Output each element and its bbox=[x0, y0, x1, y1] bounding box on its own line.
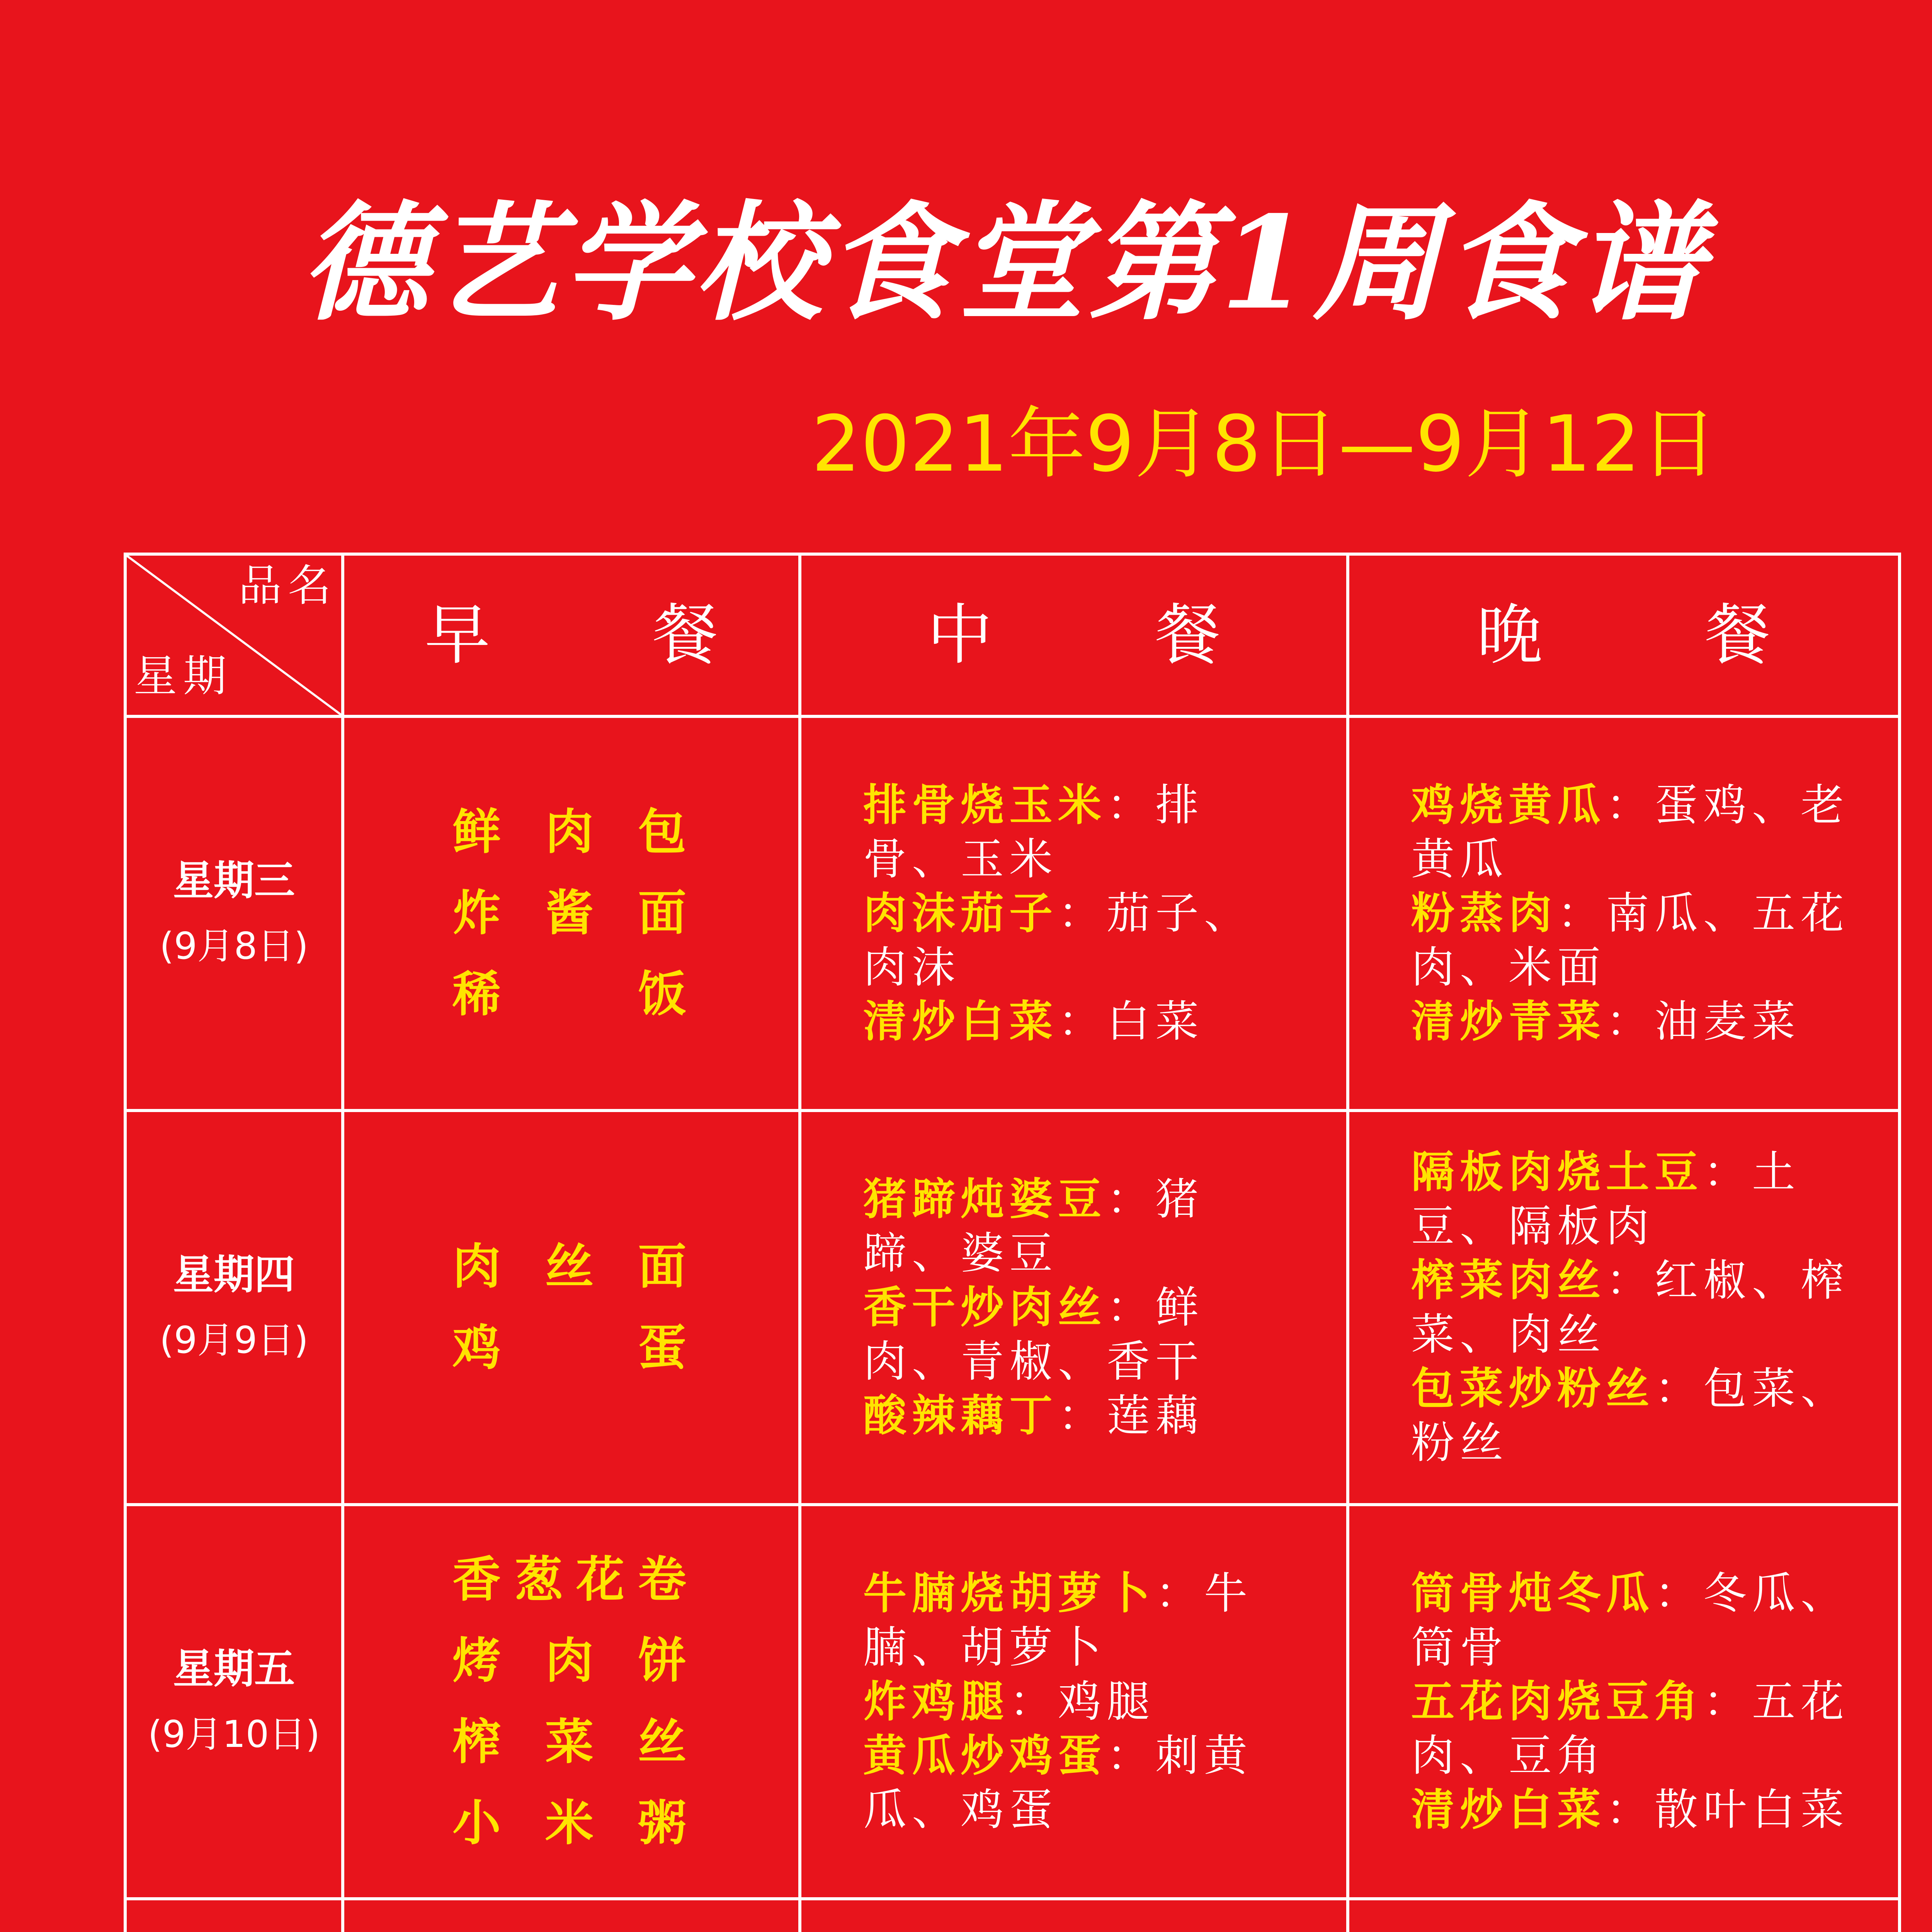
dish-name: 隔板肉烧土豆 bbox=[1411, 1147, 1703, 1197]
breakfast-char: 包 bbox=[638, 804, 686, 860]
dish-entry bbox=[863, 778, 1300, 886]
breakfast-char: 稀 bbox=[452, 966, 501, 1022]
dish-name: 粉蒸肉 bbox=[1411, 888, 1557, 939]
breakfast-list bbox=[344, 1226, 798, 1389]
breakfast-char: 榨 bbox=[452, 1714, 501, 1770]
lunch-list bbox=[801, 1172, 1346, 1443]
dinner-list bbox=[1349, 1566, 1898, 1837]
dish-entry bbox=[863, 1172, 1300, 1281]
dish-name: 香干炒肉丝 bbox=[863, 1282, 1107, 1333]
dish-ingredients: ：排骨、玉米 bbox=[863, 780, 1204, 884]
lunch-list bbox=[801, 778, 1346, 1049]
dish-ingredients: ：蛋鸡、老黄瓜 bbox=[1411, 780, 1849, 884]
breakfast-char: 蛋 bbox=[638, 1320, 686, 1376]
dish-entry bbox=[863, 1729, 1300, 1837]
breakfast-char: 肉 bbox=[545, 804, 594, 860]
lunch-cell bbox=[800, 1505, 1348, 1899]
dinner-cell bbox=[1348, 716, 1900, 1111]
breakfast-char: 面 bbox=[638, 1239, 686, 1295]
dish-ingredients: ：鸡腿 bbox=[1009, 1677, 1155, 1727]
breakfast-char: 米 bbox=[545, 1795, 594, 1851]
breakfast-char: 鲜 bbox=[452, 804, 501, 860]
dish-name: 猪蹄炖婆豆 bbox=[863, 1174, 1107, 1225]
dish-name: 包菜炒粉丝 bbox=[1411, 1364, 1655, 1414]
day-date: (9月9日) bbox=[159, 1319, 308, 1362]
day-date: (9月10日) bbox=[148, 1713, 320, 1756]
breakfast-item bbox=[452, 1621, 686, 1702]
header-lunch bbox=[800, 554, 1348, 716]
corner-header-cell bbox=[125, 554, 343, 716]
breakfast-char: 香 bbox=[452, 1552, 501, 1608]
dish-ingredients: ：土豆、隔板肉 bbox=[1411, 1147, 1801, 1252]
breakfast-char: 菜 bbox=[545, 1714, 594, 1770]
dish-entry bbox=[863, 995, 1300, 1049]
dish-entry bbox=[863, 1675, 1300, 1729]
breakfast-list bbox=[344, 1539, 798, 1864]
dish-entry bbox=[863, 1389, 1300, 1443]
page-title: 德艺学校食堂第1周食谱 bbox=[301, 188, 1707, 338]
day-cell bbox=[125, 1899, 343, 1932]
lunch-cell bbox=[800, 1111, 1348, 1505]
dish-ingredients: ：猪蹄、婆豆 bbox=[863, 1174, 1204, 1279]
header-breakfast-char: 餐 bbox=[652, 597, 718, 673]
day-name: 星期四 bbox=[173, 1251, 295, 1298]
breakfast-char: 烤 bbox=[452, 1633, 501, 1689]
breakfast-char: 小 bbox=[452, 1795, 501, 1851]
dish-entry bbox=[1411, 1253, 1852, 1362]
dinner-cell bbox=[1348, 1899, 1900, 1932]
dinner-cell bbox=[1348, 1505, 1900, 1899]
menu-table bbox=[124, 553, 1901, 1932]
day-row bbox=[125, 1505, 1900, 1899]
breakfast-char: 肉 bbox=[452, 1239, 501, 1295]
header-dinner-char: 餐 bbox=[1705, 597, 1771, 673]
day-cell bbox=[125, 716, 343, 1111]
dish-entry bbox=[1411, 1145, 1852, 1253]
dish-name: 排骨烧玉米 bbox=[863, 780, 1107, 830]
corner-label-day: 星期 bbox=[134, 651, 233, 701]
dish-ingredients: ：红椒、榨菜、肉丝 bbox=[1411, 1255, 1849, 1360]
date-range: 2021年9月8日—9月12日 bbox=[811, 399, 1718, 489]
day-date: (9月8日) bbox=[159, 925, 308, 968]
dish-entry bbox=[863, 886, 1300, 995]
dish-ingredients: ：包菜、粉丝 bbox=[1411, 1364, 1849, 1468]
dish-ingredients: ：散叶白菜 bbox=[1606, 1785, 1849, 1835]
dish-ingredients: ：白菜 bbox=[1058, 997, 1204, 1047]
breakfast-char: 炸 bbox=[452, 885, 501, 941]
lunch-cell bbox=[800, 1899, 1348, 1932]
lunch-list bbox=[801, 1566, 1346, 1837]
dish-name: 炸鸡腿 bbox=[863, 1677, 1009, 1727]
dish-name: 鸡烧黄瓜 bbox=[1411, 780, 1606, 830]
dish-ingredients: ：油麦菜 bbox=[1606, 997, 1801, 1047]
breakfast-char: 肉 bbox=[545, 1633, 594, 1689]
dish-name: 牛腩烧胡萝卜 bbox=[863, 1568, 1155, 1619]
dish-name: 榨菜肉丝 bbox=[1411, 1255, 1606, 1306]
lunch-cell bbox=[800, 716, 1348, 1111]
dish-entry bbox=[1411, 778, 1852, 886]
breakfast-char: 饭 bbox=[638, 966, 686, 1022]
dish-ingredients: ：鲜肉、青椒、香干 bbox=[863, 1282, 1204, 1387]
breakfast-item bbox=[452, 954, 686, 1035]
breakfast-item bbox=[452, 1783, 686, 1864]
breakfast-cell bbox=[343, 1505, 800, 1899]
header-lunch-char: 餐 bbox=[1155, 597, 1221, 673]
dish-name: 五花肉烧豆角 bbox=[1411, 1677, 1703, 1727]
dinner-cell bbox=[1348, 1111, 1900, 1505]
dish-name: 酸辣藕丁 bbox=[863, 1391, 1058, 1441]
breakfast-char: 面 bbox=[638, 885, 686, 941]
breakfast-list bbox=[344, 792, 798, 1035]
dish-entry bbox=[1411, 1675, 1852, 1783]
dish-ingredients: ：五花肉、豆角 bbox=[1411, 1677, 1849, 1781]
breakfast-item bbox=[452, 1226, 686, 1308]
dish-name: 筒骨炖冬瓜 bbox=[1411, 1568, 1655, 1619]
dish-ingredients: ：茄子、肉沫 bbox=[863, 888, 1253, 993]
breakfast-char: 鸡 bbox=[452, 1320, 501, 1376]
day-name: 星期三 bbox=[173, 857, 295, 904]
breakfast-cell bbox=[343, 716, 800, 1111]
dish-entry bbox=[1411, 1362, 1852, 1470]
header-row bbox=[125, 554, 1900, 716]
dish-entry bbox=[1411, 886, 1852, 995]
breakfast-char: 丝 bbox=[638, 1714, 686, 1770]
dish-ingredients: ：南瓜、五花肉、米面 bbox=[1411, 888, 1849, 993]
dish-ingredients: ：莲藕 bbox=[1058, 1391, 1204, 1441]
dish-name: 黄瓜炒鸡蛋 bbox=[863, 1731, 1107, 1781]
corner-label-dish: 品名 bbox=[238, 561, 337, 611]
breakfast-item bbox=[452, 1308, 686, 1389]
breakfast-item bbox=[452, 873, 686, 954]
breakfast-cell bbox=[343, 1111, 800, 1505]
dish-entry bbox=[863, 1281, 1300, 1389]
breakfast-item bbox=[452, 1539, 686, 1621]
breakfast-char: 花 bbox=[576, 1552, 624, 1608]
breakfast-char: 葱 bbox=[514, 1552, 563, 1608]
breakfast-char: 卷 bbox=[638, 1552, 686, 1608]
dish-name: 清炒白菜 bbox=[863, 997, 1058, 1047]
day-cell bbox=[125, 1111, 343, 1505]
dish-name: 肉沫茄子 bbox=[863, 888, 1058, 939]
dish-ingredients: ：刺黄瓜、鸡蛋 bbox=[863, 1731, 1253, 1835]
breakfast-char: 饼 bbox=[638, 1633, 686, 1689]
breakfast-item bbox=[452, 792, 686, 873]
dish-entry bbox=[1411, 1783, 1852, 1837]
header-breakfast-char: 早 bbox=[424, 597, 490, 673]
header-breakfast bbox=[343, 554, 800, 716]
breakfast-char: 丝 bbox=[545, 1239, 594, 1295]
breakfast-char: 粥 bbox=[638, 1795, 686, 1851]
day-row bbox=[125, 716, 1900, 1111]
dinner-list bbox=[1349, 1145, 1898, 1470]
dish-ingredients: ：牛腩、胡萝卜 bbox=[863, 1568, 1253, 1673]
breakfast-item bbox=[452, 1702, 686, 1783]
day-cell bbox=[125, 1505, 343, 1899]
breakfast-char: 酱 bbox=[545, 885, 594, 941]
dish-entry bbox=[1411, 1566, 1852, 1675]
dinner-list bbox=[1349, 778, 1898, 1049]
header-dinner bbox=[1348, 554, 1900, 716]
dish-entry bbox=[1411, 995, 1852, 1049]
header-dinner-char: 晚 bbox=[1476, 597, 1543, 673]
breakfast-cell bbox=[343, 1899, 800, 1932]
dish-name: 清炒青菜 bbox=[1411, 997, 1606, 1047]
header-lunch-char: 中 bbox=[927, 597, 993, 673]
day-name: 星期五 bbox=[173, 1645, 295, 1692]
dish-entry bbox=[863, 1566, 1300, 1675]
dish-name: 清炒白菜 bbox=[1411, 1785, 1606, 1835]
day-row bbox=[125, 1899, 1900, 1932]
day-row bbox=[125, 1111, 1900, 1505]
dish-ingredients: ：冬瓜、筒骨 bbox=[1411, 1568, 1849, 1673]
